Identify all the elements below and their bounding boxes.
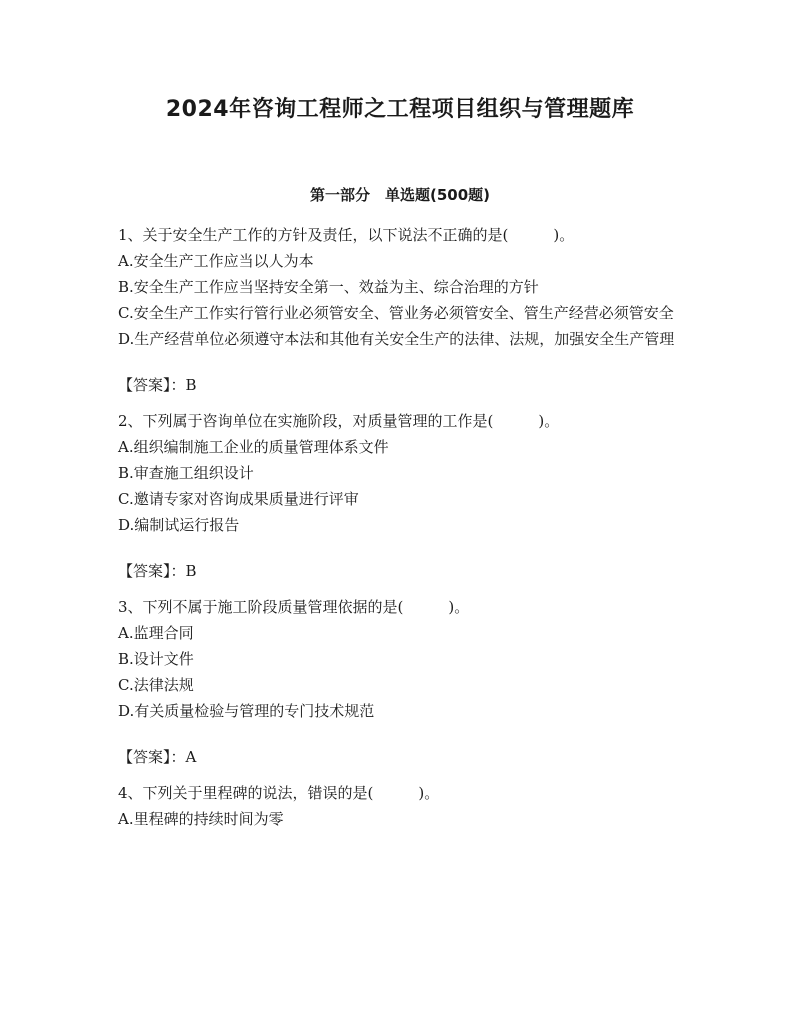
answer-line bbox=[118, 372, 678, 398]
question-stem: 4、下列关于里程碑的说法，错误的是( )。 bbox=[118, 784, 440, 802]
question-stem: 1、关于安全生产工作的方针及责任，以下说法不正确的是( )。 bbox=[118, 226, 575, 244]
question-item bbox=[118, 222, 678, 398]
question-item bbox=[118, 408, 678, 584]
question-option: A.安全生产工作应当以人为本 bbox=[118, 252, 314, 270]
answer-label: 【答案】： bbox=[118, 562, 186, 580]
answer-value: A bbox=[185, 748, 197, 766]
question-option: B.设计文件 bbox=[118, 650, 194, 668]
answer-label: 【答案】： bbox=[118, 748, 186, 766]
document-title: 2024年咨询工程师之工程项目组织与管理题库 bbox=[165, 97, 635, 122]
answer-value: B bbox=[185, 562, 197, 580]
question-option: C.法律法规 bbox=[118, 676, 194, 694]
answer-line bbox=[118, 744, 678, 770]
answer-line bbox=[118, 558, 678, 584]
question-option: C.安全生产工作实行管行业必须管安全、管业务必须管安全、管生产经营必须管安全 bbox=[118, 304, 674, 322]
question-option: D.编制试运行报告 bbox=[118, 516, 240, 534]
question-item bbox=[118, 780, 678, 832]
answer-value: B bbox=[185, 376, 197, 394]
section-title: 第一部分 单选题(500题) bbox=[309, 186, 491, 204]
question-option: D.生产经营单位必须遵守本法和其他有关安全生产的法律、法规，加强安全生产管理 bbox=[118, 330, 675, 348]
question-option: A.组织编制施工企业的质量管理体系文件 bbox=[118, 438, 389, 456]
question-item bbox=[118, 594, 678, 770]
question-option: D.有关质量检验与管理的专门技术规范 bbox=[118, 702, 375, 720]
question-stem: 3、下列不属于施工阶段质量管理依据的是( )。 bbox=[118, 598, 470, 616]
answer-label: 【答案】： bbox=[118, 376, 186, 394]
question-stem: 2、下列属于咨询单位在实施阶段，对质量管理的工作是( )。 bbox=[118, 412, 560, 430]
question-option: B.安全生产工作应当坚持安全第一、效益为主、综合治理的方针 bbox=[118, 278, 539, 296]
question-option: A.监理合同 bbox=[118, 624, 194, 642]
question-option: B.审查施工组织设计 bbox=[118, 464, 254, 482]
question-option: C.邀请专家对咨询成果质量进行评审 bbox=[118, 490, 359, 508]
question-option: A.里程碑的持续时间为零 bbox=[118, 810, 284, 828]
question-list bbox=[118, 222, 678, 832]
